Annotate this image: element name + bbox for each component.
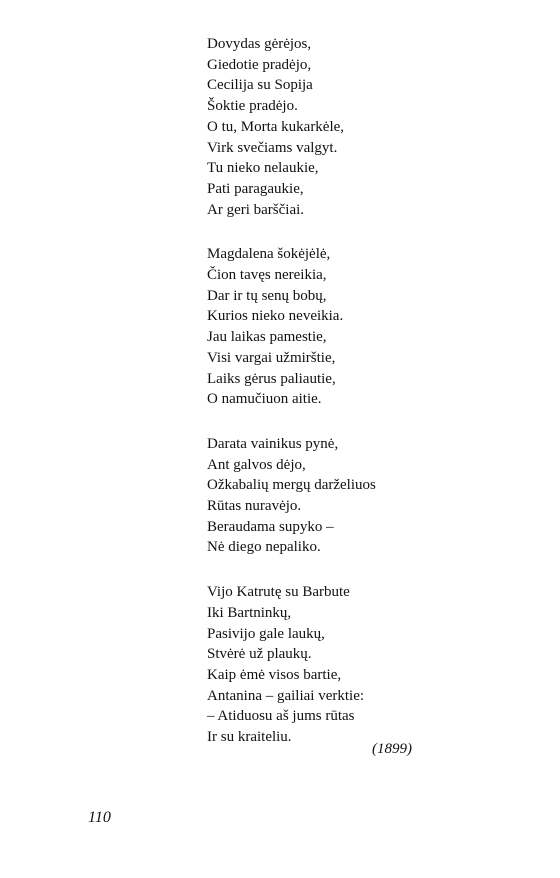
poem-line: Kaip ėmė visos bartie, <box>207 666 342 683</box>
poem-line: Ant galvos dėjo, <box>207 456 306 473</box>
poem-line: Virk svečiams valgyt. <box>207 139 338 156</box>
poem-line: Beraudama supyko – <box>207 518 334 535</box>
poem-line: Vijo Katrutę su Barbute <box>207 584 350 601</box>
poem-line: Tu nieko nelaukie, <box>207 160 319 177</box>
poem-line: Ir su kraiteliu. <box>207 729 292 746</box>
poem-line: Dovydas gėrėjos, <box>207 36 312 52</box>
poem-line: Ar geri barščiai. <box>207 201 305 218</box>
poem-line: O namučiuon aitie. <box>207 391 322 408</box>
poem-line: Nė diego nepaliko. <box>207 539 321 556</box>
poem-line: Magdalena šokėjėlė, <box>207 246 331 263</box>
poem-line: Pasivijo gale laukų, <box>207 625 325 642</box>
page-number: 110 <box>88 809 111 826</box>
poem-line: Stvėrė už plaukų. <box>207 646 312 663</box>
stanza-2 <box>207 244 507 410</box>
poem-line: Pati paragaukie, <box>207 180 304 197</box>
poem-line: – Atiduosu aš jums rūtas <box>207 708 355 725</box>
poem-line: Giedotie pradėjo, <box>207 56 312 73</box>
poem-line: Cecilija su Sopija <box>207 77 313 94</box>
poem <box>207 34 507 772</box>
stanza-1 <box>207 34 507 220</box>
poem-line: Jau laikas pamestie, <box>207 329 327 346</box>
poem-line: O tu, Morta kukarkėle, <box>207 118 345 135</box>
poem-line: Visi vargai užmirštie, <box>207 349 336 366</box>
poem-line: Kurios nieko neveikia. <box>207 308 344 325</box>
poem-line: Čion tavęs nereikia, <box>207 267 327 284</box>
poem-line: Darata vainikus pynė, <box>207 435 339 452</box>
poem-line: Dar ir tų senų bobų, <box>207 287 327 304</box>
stanza-3 <box>207 434 507 558</box>
poem-line: Rūtas nuravėjo. <box>207 498 302 515</box>
poem-date: (1899) <box>372 741 412 757</box>
poem-line: Šoktie pradėjo. <box>207 98 298 115</box>
stanza-4 <box>207 582 507 748</box>
poem-line: Iki Bartninkų, <box>207 604 292 621</box>
poem-line: Antanina – gailiai verktie: <box>207 687 365 704</box>
poem-line: Laiks gėrus paliautie, <box>207 370 336 387</box>
poem-line: Ožkabalių mergų darželiuos <box>207 477 376 494</box>
